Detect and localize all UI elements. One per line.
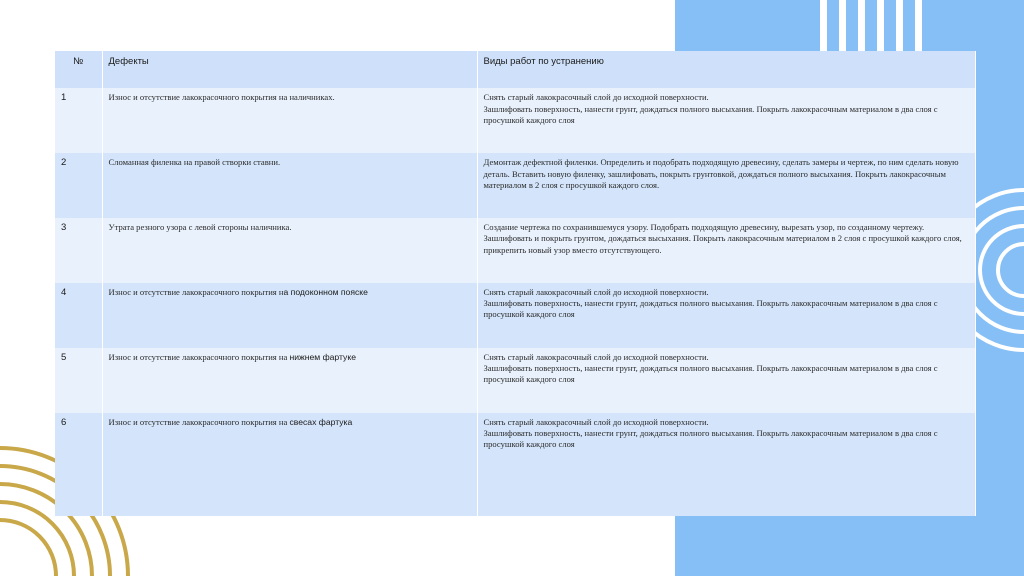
row-number: 4 [55, 283, 102, 348]
defect-text-highlight: свесах фартука [289, 416, 353, 427]
table-row [55, 283, 975, 348]
row-defect [102, 413, 477, 516]
row-defect [102, 283, 477, 348]
row-defect [102, 218, 477, 283]
defects-table-container [55, 51, 975, 516]
table-header-row [55, 51, 975, 88]
row-work: Создание чертежа по сохранившемуся узору. Подобрать подходящую древесину, вырезать узор, по созданному чертежу. Зашлифовать и покрыть грунтом, дождаться высыхания. Покрыть лакокрасочным материалом в 2 слоя с просушкой каждого слоя, прикрепить новый узор вместо отсутствующего. [477, 218, 975, 283]
defect-text-highlight: а подоконном пояске [283, 286, 368, 297]
defect-text: Сломанная филенка на правой створки ставни. [108, 157, 281, 168]
row-number: 6 [55, 413, 102, 516]
defects-table [55, 51, 976, 516]
row-number: 5 [55, 348, 102, 413]
row-work: Снять старый лакокрасочный слой до исходной поверхности. Зашлифовать поверхность, нанести грунт, дождаться полного высыхания. Покрыть лакокрасочным материалом в два слоя с просушкой каждого слоя [477, 413, 975, 516]
defect-text: Утрата резного узора с левой стороны наличника. [108, 222, 292, 233]
defect-text: Износ и отсутствие лакокрасочного покрытия н [108, 286, 284, 297]
row-work: Демонтаж дефектной филенки. Определить и подобрать подходящую древесину, сделать замеры и чертеж, по ним сделать новую деталь. Вставить новую филенку, зашлифовать, покрыть грунтовкой, дождаться полного высыхания. Покрыть лакокрасочным материалом в 2 слоя с просушкой каждого слоя. [477, 153, 975, 218]
row-number: 2 [55, 153, 102, 218]
defect-text-highlight: нижнем фартуке [289, 351, 356, 362]
table-row [55, 153, 975, 218]
defect-text: Износ и отсутствие лакокрасочного покрытия на [108, 351, 290, 362]
row-defect [102, 153, 477, 218]
row-work: Снять старый лакокрасочный слой до исходной поверхности. Зашлифовать поверхность, нанести грунт, дождаться полного высыхания. Покрыть лакокрасочным материалом в два слоя с просушкой каждого слоя [477, 348, 975, 413]
row-number: 3 [55, 218, 102, 283]
table-row [55, 218, 975, 283]
row-number: 1 [55, 88, 102, 153]
header-number: № [55, 51, 102, 88]
table-row [55, 348, 975, 413]
row-work: Снять старый лакокрасочный слой до исходной поверхности. Зашлифовать поверхность, нанести грунт, дождаться полного высыхания. Покрыть лакокрасочным материалом в два слоя с просушкой каждого слоя [477, 283, 975, 348]
header-works: Виды работ по устранению [477, 51, 975, 88]
defect-text: Износ и отсутствие лакокрасочного покрытия на [108, 416, 290, 427]
defect-text: Износ и отсутствие лакокрасочного покрытия на наличниках. [108, 92, 335, 103]
row-defect [102, 348, 477, 413]
table-row [55, 413, 975, 516]
header-defects: Дефекты [102, 51, 477, 88]
row-work: Снять старый лакокрасочный слой до исходной поверхности. Зашлифовать поверхность, нанести грунт, дождаться полного высыхания. Покрыть лакокрасочным материалом в два слоя с просушкой каждого слоя [477, 88, 975, 153]
table-row [55, 88, 975, 153]
row-defect [102, 88, 477, 153]
